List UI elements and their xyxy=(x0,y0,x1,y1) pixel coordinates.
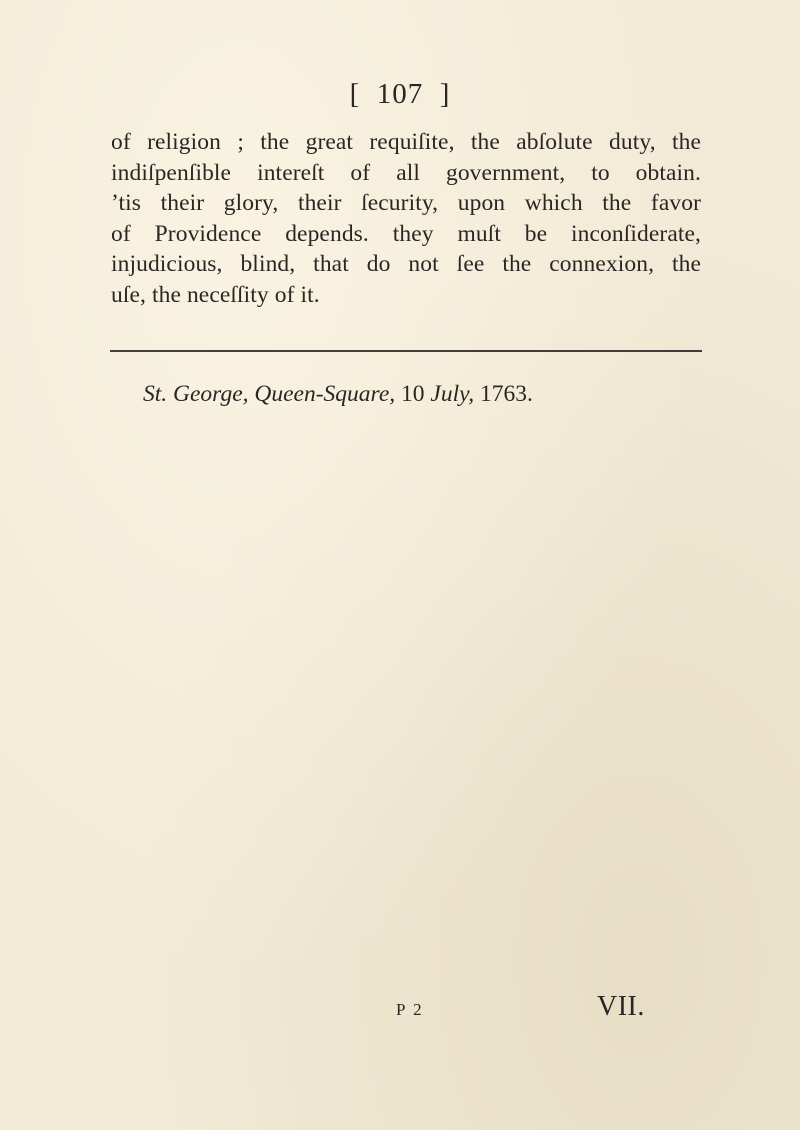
dateline-month: July, xyxy=(430,381,475,407)
text-line: indiſpenſible intereſt of all government, to obtain. xyxy=(111,159,701,186)
dateline-square: Queen-Square, xyxy=(254,381,396,407)
text-line: ’tis their glory, their ſecurity, upon which the favor xyxy=(111,190,701,216)
text-line: of Providence depends. they muſt be inconſiderate, xyxy=(111,220,701,247)
text-line: of religion ; the great requiſite, the abſolute duty, the xyxy=(111,129,701,155)
dateline-day: 10 xyxy=(401,381,425,407)
dateline-year: 1763. xyxy=(479,381,533,407)
text-line: uſe, the neceſſity of it. xyxy=(111,281,320,308)
dateline xyxy=(143,379,703,409)
signature-mark: P 2 xyxy=(396,1000,424,1019)
dateline-place: St. George, xyxy=(143,381,249,407)
page-number: [ 107 ] xyxy=(349,78,451,110)
text-line: injudicious, blind, that do not ſee the connexion, the xyxy=(111,251,701,277)
body-paragraph xyxy=(111,127,701,310)
catchword: VII. xyxy=(597,991,645,1022)
horizontal-rule xyxy=(110,350,702,352)
